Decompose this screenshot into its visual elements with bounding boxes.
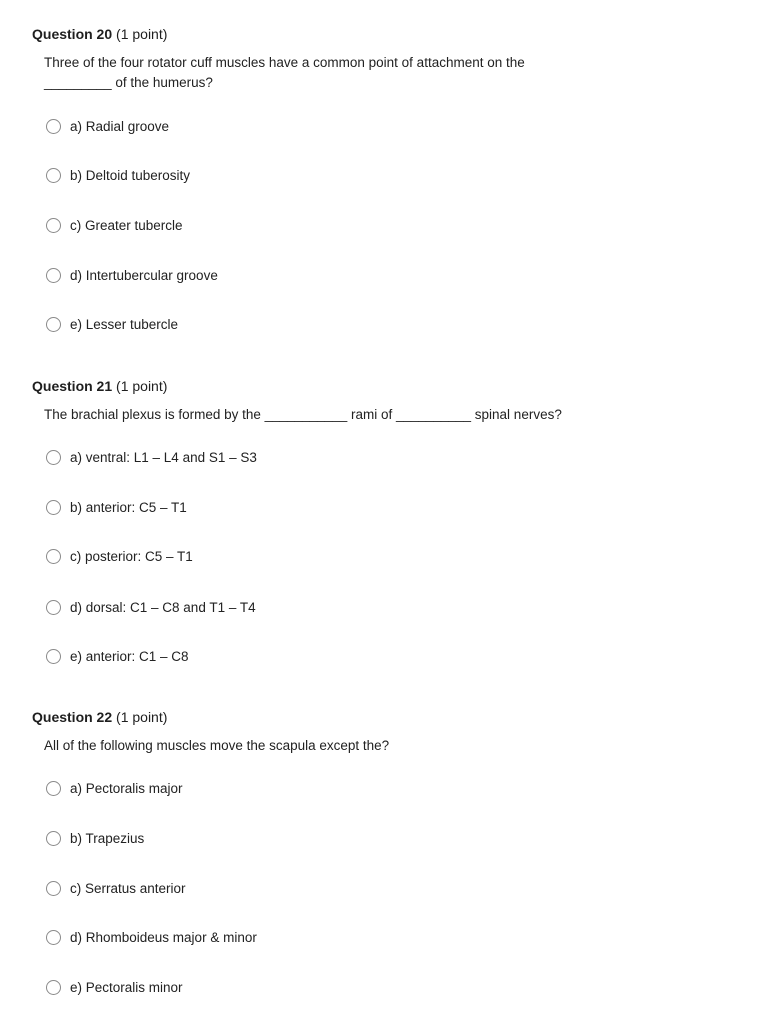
question-text — [44, 736, 564, 756]
question-number: Question 21 — [32, 378, 113, 394]
answer-option-a[interactable] — [46, 446, 257, 468]
option-label: b) anterior: C5 – T1 — [70, 499, 187, 515]
answer-option-e[interactable] — [46, 313, 178, 335]
option-label: b) Trapezius — [70, 830, 145, 846]
option-label: c) posterior: C5 – T1 — [70, 548, 193, 564]
radio-button[interactable] — [46, 317, 61, 332]
radio-button[interactable] — [46, 600, 61, 615]
answer-option-e[interactable] — [46, 645, 189, 667]
answer-option-c[interactable] — [46, 877, 186, 899]
option-label: d) dorsal: C1 – C8 and T1 – T4 — [70, 599, 256, 615]
option-label: c) Greater tubercle — [70, 217, 183, 233]
question-text — [44, 405, 564, 425]
radio-button[interactable] — [46, 119, 61, 134]
radio-button[interactable] — [46, 549, 61, 564]
option-label: b) Deltoid tuberosity — [70, 167, 191, 183]
question-number: Question 22 — [32, 709, 113, 725]
question-points: (1 point) — [116, 709, 168, 725]
radio-button[interactable] — [46, 781, 61, 796]
answer-option-a[interactable] — [46, 777, 183, 799]
radio-button[interactable] — [46, 930, 61, 945]
radio-button[interactable] — [46, 980, 61, 995]
question-text — [44, 53, 564, 93]
option-label: e) anterior: C1 – C8 — [70, 648, 189, 664]
option-label: e) Lesser tubercle — [70, 316, 179, 332]
question-text-line: _________ of the humerus? — [44, 75, 213, 90]
radio-button[interactable] — [46, 450, 61, 465]
question-text-line: Three of the four rotator cuff muscles have a common point of attachment on the — [44, 55, 525, 70]
radio-button[interactable] — [46, 881, 61, 896]
option-label: a) Pectoralis major — [70, 780, 183, 796]
question-header — [32, 709, 167, 725]
answer-option-b[interactable] — [46, 827, 144, 849]
answer-option-b[interactable] — [46, 164, 190, 186]
radio-button[interactable] — [46, 168, 61, 183]
radio-button[interactable] — [46, 500, 61, 515]
radio-button[interactable] — [46, 831, 61, 846]
answer-option-d[interactable] — [46, 926, 257, 948]
option-label: e) Pectoralis minor — [70, 979, 183, 995]
option-label: d) Rhomboideus major & minor — [70, 929, 257, 945]
question-header — [32, 26, 167, 42]
radio-button[interactable] — [46, 649, 61, 664]
radio-button[interactable] — [46, 218, 61, 233]
option-label: c) Serratus anterior — [70, 880, 186, 896]
option-label: a) Radial groove — [70, 118, 170, 134]
option-label: a) ventral: L1 – L4 and S1 – S3 — [70, 449, 257, 465]
question-number: Question 20 — [32, 26, 113, 42]
question-points: (1 point) — [116, 378, 168, 394]
question-points: (1 point) — [116, 26, 168, 42]
option-label: d) Intertubercular groove — [70, 267, 218, 283]
answer-option-c[interactable] — [46, 214, 183, 236]
answer-option-b[interactable] — [46, 496, 187, 518]
answer-option-e[interactable] — [46, 976, 183, 998]
answer-option-c[interactable] — [46, 545, 193, 567]
question-text-line: All of the following muscles move the scapula except the? — [44, 738, 390, 753]
question-text-line: The brachial plexus is formed by the ___________ rami of __________ spinal nerves? — [44, 407, 562, 422]
answer-option-d[interactable] — [46, 264, 218, 286]
radio-button[interactable] — [46, 268, 61, 283]
question-header — [32, 378, 167, 394]
answer-option-a[interactable] — [46, 115, 169, 137]
answer-option-d[interactable] — [46, 596, 256, 618]
